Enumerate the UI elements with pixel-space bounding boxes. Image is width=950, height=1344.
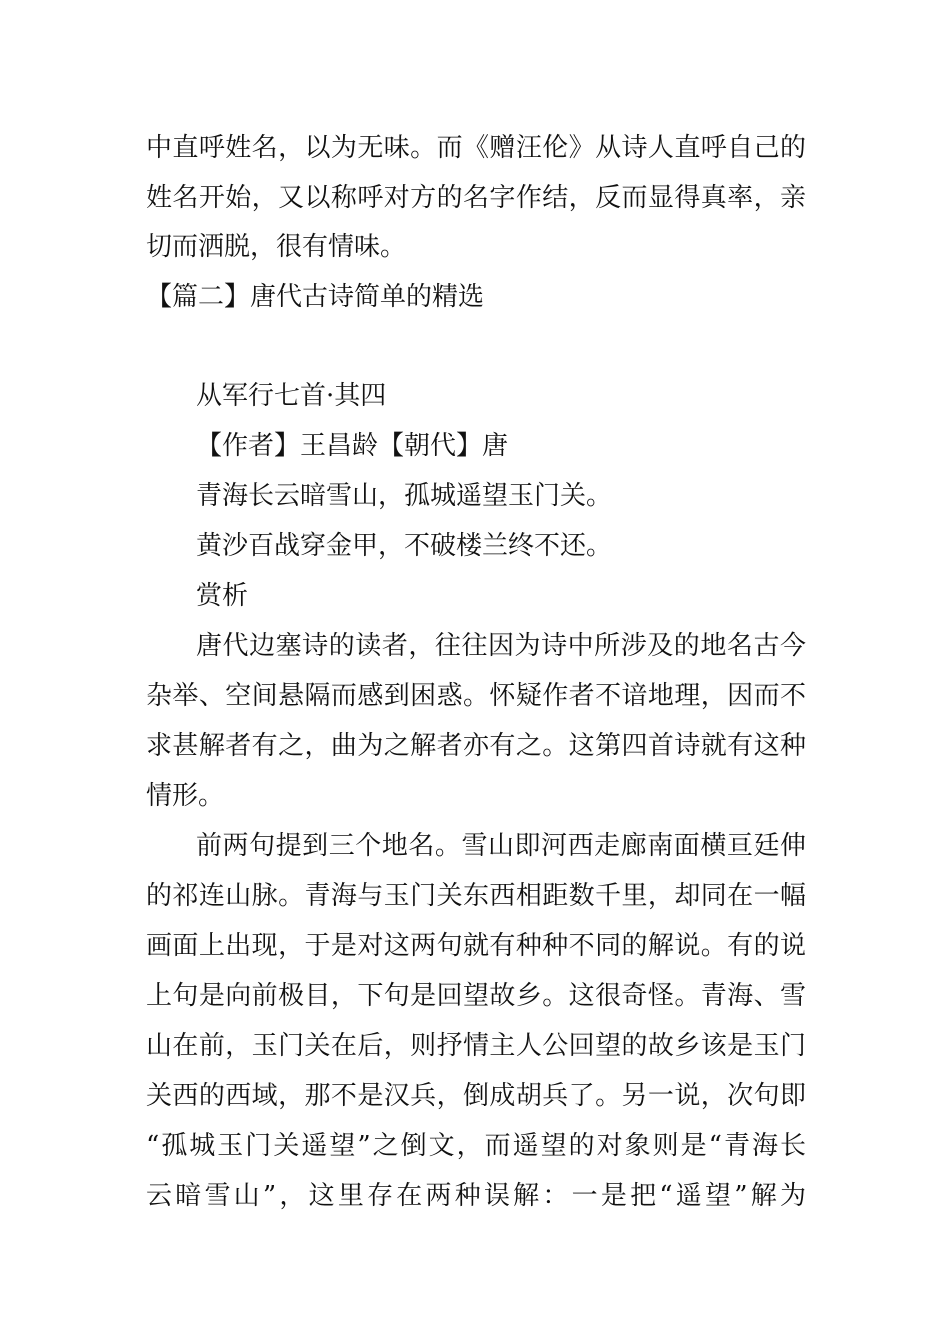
intro-line-2: 姓名开始，又以称呼对方的名字作结，反而显得真率，亲 (146, 183, 806, 213)
paragraph-2-line-6: 关西的西域，那不是汉兵，倒成胡兵了。另一说，次句即 (146, 1081, 806, 1111)
paragraph-2-line-2: 的祁连山脉。青海与玉门关东西相距数千里，却同在一幅 (146, 881, 806, 911)
poem-title: 从军行七首·其四 (196, 381, 387, 411)
appreciation-label: 赏析 (196, 581, 249, 611)
intro-line-1: 中直呼姓名，以为无味。而《赠汪伦》从诗人直呼自己的 (146, 133, 806, 163)
paragraph-2-line-8: 云暗雪山”，这里存在两种误解：一是把“遥望”解为 (146, 1181, 806, 1211)
paragraph-2-line-7: “孤城玉门关遥望”之倒文，而遥望的对象则是“青海长 (146, 1131, 806, 1161)
paragraph-1-line-2: 杂举、空间悬隔而感到困惑。怀疑作者不谙地理，因而不 (146, 681, 806, 711)
paragraph-1-line-1: 唐代边塞诗的读者，往往因为诗中所涉及的地名古今 (196, 631, 806, 661)
poem-verse-2: 黄沙百战穿金甲，不破楼兰终不还。 (196, 531, 613, 561)
poem-author-line: 【作者】王昌龄【朝代】唐 (196, 431, 509, 461)
paragraph-2-line-5: 山在前，玉门关在后，则抒情主人公回望的故乡该是玉门 (146, 1031, 806, 1061)
paragraph-1-line-4: 情形。 (146, 781, 225, 811)
poem-verse-1: 青海长云暗雪山，孤城遥望玉门关。 (196, 481, 613, 511)
section-heading: 【篇二】唐代古诗简单的精选 (146, 282, 485, 312)
intro-line-3: 切而洒脱，很有情味。 (146, 232, 407, 262)
paragraph-1-line-3: 求甚解者有之，曲为之解者亦有之。这第四首诗就有这种 (146, 731, 806, 761)
paragraph-2-line-3: 画面上出现，于是对这两句就有种种不同的解说。有的说 (146, 931, 806, 961)
paragraph-2-line-1: 前两句提到三个地名。雪山即河西走廊南面横亘廷伸 (196, 831, 806, 861)
paragraph-2-line-4: 上句是向前极目，下句是回望故乡。这很奇怪。青海、雪 (146, 981, 806, 1011)
